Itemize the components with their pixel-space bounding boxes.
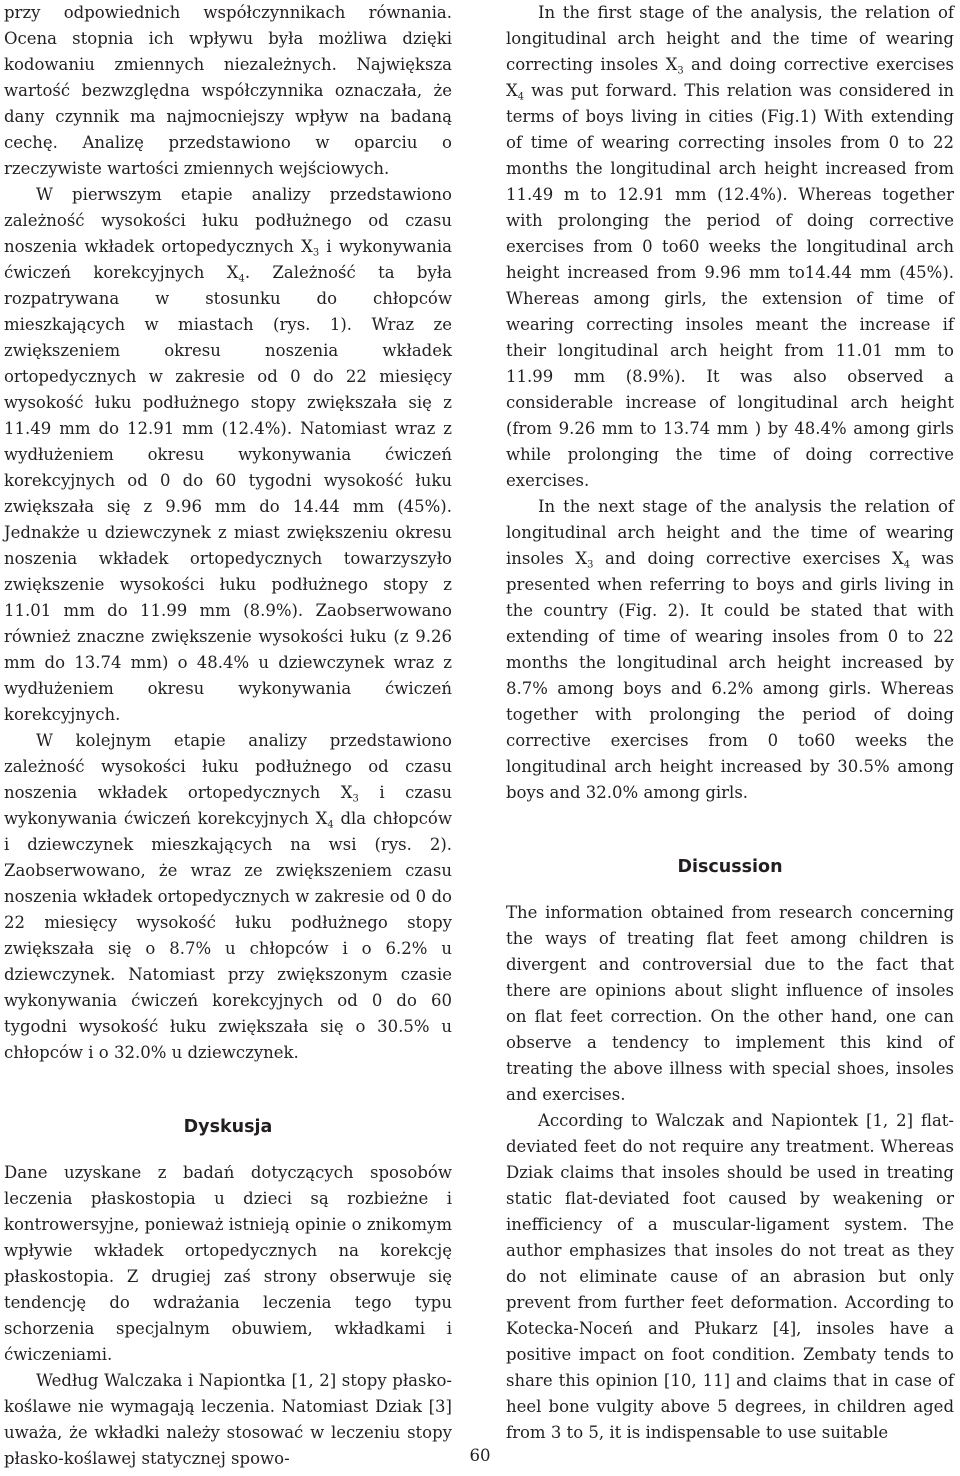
paragraph: W pierwszym etapie analizy przedstawiono zależność wysokości łuku podłużnego od czasu noszenia wkładek ortopedycznych $X_3$ i wykonywania ćwiczeń korekcyjnych $X_4$. Zależność ta była rozpatrywana w stosunku do chłopców mieszkających w miastach (rys. 1). Wraz ze zwiększeniem okresu noszenia wkładek ortopedycznych w zakresie od 0 do 22 miesięcy wysokość łuku podłużnego stopy zwiększała się z 11.49 mm do 12.91 mm (12.4%). Natomiast wraz z wydłużeniem okresu wykonywania ćwiczeń korekcyjnych od 0 do 60 tygodni wysokość łuku zwiększała się z 9.96 mm do 14.44 mm (45%). Jednakże u dziewczynek z miast zwiększeniu okresu noszenia wkładek ortopedycznych towarzyszyło zwiększenie wysokości łuku podłużnego stopy z 11.01 mm do 11.99 mm (8.9%). Zaobserwowano również znaczne zwiększenie wysokości łuku (z 9.26 mm do 13.74 mm) o 48.4% u dziewczynek wraz z wydłużeniem okresu wykonywania ćwiczeń korekcyjnych. xyxy=(4,185,453,724)
paragraph: przy odpowiednich współczynnikach równania. Ocena stopnia ich wpływu była możliwa dzięki kodowaniu zmiennych niezależnych. Największa wartość bezwzględna współczynnika oznaczała, że dany czynnik ma najmocniejszy wpływ na badaną cechę. Analizę przedstawiono w oparciu o rzeczywiste wartości zmiennych wejściowych. xyxy=(4,3,452,178)
paragraph: W kolejnym etapie analizy przedstawiono zależność wysokości łuku podłużnego od czasu noszenia wkładek ortopedycznych $X_3$ i czasu wykonywania ćwiczeń korekcyjnych $X_4$ dla chłopców i dziewczynek mieszkających na wsi (rys. 2). Zaobserwowano, że wraz ze zwiększeniem czasu noszenia wkładek ortopedycznych w zakresie od 0 do 22 miesięcy wysokość łuku podłużnego stopy zwiększała się o 8.7% u chłopców i o 6.2% u dziewczynek. Natomiast przy zwiększonym czasie wykonywania ćwiczeń korekcyjnych od 0 do 60 tygodni wysokość łuku zwiększała się o 30.5% u chłopców i o 32.0% u dziewczynek. xyxy=(4,731,452,1062)
paragraph: Według Walczaka i Napiontka [1, 2] stopy płasko-koślawe nie wymagają leczenia. Natomiast Dziak [3] uważa, że wkładki należy stosować w leczeniu stopy płasko-koślawej statycznej spowo- xyxy=(4,1371,452,1468)
page-number: 60 xyxy=(469,1446,491,1465)
paragraph: In the first stage of the analysis, the relation of longitudinal arch height and the time of wearing correcting insoles $X_3$ and doing corrective exercises $X_4$ was put forward. This relation was considered in terms of boys living in cities (Fig.1) With extending of time of wearing correcting insoles from 0 to 22 months the longitudinal arch height increased from 11.49 m to 12.91 mm (12.4%). Whereas together with prolonging the period of doing corrective exercises from 0 to60 weeks the longitudinal arch height increased from 9.96 mm to14.44 mm (45%). Whereas among girls, the extension of time of wearing correcting insoles meant the increase if their longitudinal arch height from 11.01 mm to 11.99 mm (8.9%). It was also observed a considerable increase of longitudinal arch height (from 9.26 mm to 13.74 mm ) by 48.4% among girls while prolonging the time of doing corrective exercises. xyxy=(506,3,955,490)
paragraph: In the next stage of the analysis the relation of longitudinal arch height and the time of wearing insoles $X_3$ and doing corrective exercises $X_4$ was presented when referring to boys and girls living in the country (Fig. 2). It could be stated that with extending of time of wearing insoles from 0 to 22 months the longitudinal arch height increased by 8.7% among boys and 6.2% among girls. Whereas together with prolonging the period of doing corrective exercises from 0 to60 weeks the longitudinal arch height increased by 30.5% among boys and 32.0% among girls. xyxy=(506,497,954,802)
paragraph: According to Walczak and Napiontek [1, 2] flat-deviated feet do not require any treatment. Whereas Dziak claims that insoles should be used in treating static flat-deviated foot caused by weakening or inefficiency of a muscular-ligament system. The author emphasizes that insoles do not treat as they do not eliminate cause of an abrasion but only prevent from further feet deformation. According to Kotecka-Noceń and Płukarz [4], insoles have a positive impact on foot condition. Zembaty tends to share this opinion [10, 11] and claims that in case of heel bone vulgity above 5 degrees, in children aged from 3 to 5, it is indispensable to use suitable xyxy=(506,1111,954,1442)
paragraph: Dane uzyskane z badań dotyczących sposobów leczenia płaskostopia u dzieci są rozbieżne i kontrowersyjne, ponieważ istnieją opinie o znikomym wpływie wkładek ortopedycznych na korekcję płaskostopia. Z drugiej zaś strony obserwuje się tendencję do wdrażania leczenia tego typu schorzenia specjalnym obuwiem, wkładkami i ćwiczeniami. xyxy=(4,1163,452,1364)
section-heading: Dyskusja xyxy=(183,1117,273,1137)
section-heading: Discussion xyxy=(677,857,783,877)
polish-column xyxy=(4,0,452,1472)
paragraph: The information obtained from research concerning the ways of treating flat feet among children is divergent and controversial due to the fact that there are opinions about slight influence of insoles on flat feet correction. On the other hand, one can observe a tendency to implement this kind of treating the above illness with special shoes, insoles and exercises. xyxy=(506,903,954,1104)
english-column xyxy=(506,0,954,1446)
